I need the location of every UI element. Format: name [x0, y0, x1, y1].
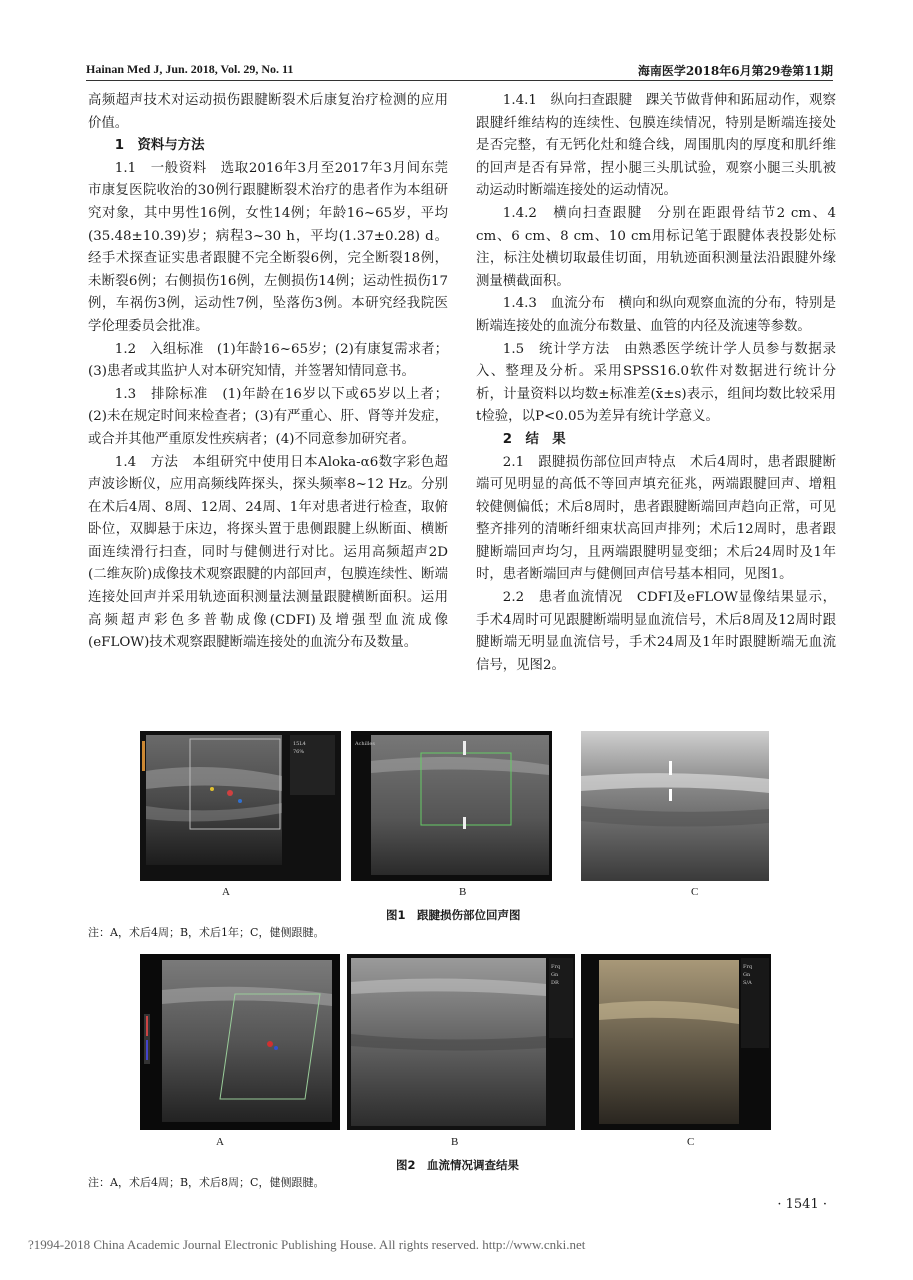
svg-text:Gn: Gn	[743, 972, 751, 978]
svg-text:15L4: 15L4	[293, 741, 306, 747]
figure1-note: 注：A，术后4周；B，术后1年；C，健侧跟腱。	[88, 926, 325, 939]
svg-text:Frq: Frq	[743, 964, 753, 970]
figure1-label-a: A	[222, 886, 230, 898]
svg-text:Frq: Frq	[551, 964, 561, 970]
figure1-panel-c	[581, 731, 769, 881]
paragraph: 1.4 方法 本组研究中使用日本Aloka-α6数字彩色超声波诊断仪，应用高频线阵探头，探头频率8~12 Hz。分别在术后4周、8周、12周、24周、1年对患者进行检查，取俯卧位，双脚悬于床边，将探头置于患侧跟腱上纵断面、横断面连续滑行扫查，同时与健侧进行对比。运用高频超声2D (二维灰阶)成像技术观察跟腱的内部回声，包膜连续性、断端连接处回声并采用轨迹面积测量法测量跟腱横断面积。运用高频超声彩色多普勒成像(CDFI)及增强型血流成像(eFLOW)技术观察跟腱断端连接处的血流分布及数量。	[88, 454, 448, 651]
paragraph: 1.3 排除标准 (1)年龄在16岁以下或65岁以上者；(2)未在规定时间来检查者；(3)有严重心、肝、肾等并发症，或合并其他严重原发性疾病者；(4)不同意参加研究者。	[88, 386, 448, 447]
running-header	[86, 62, 833, 78]
figure1-label-c: C	[691, 886, 699, 898]
left-column	[88, 90, 448, 655]
figure1-panel-a	[140, 731, 341, 881]
figure1-panel-b	[351, 731, 552, 881]
header-journal-en: Hainan Med J, Jun. 2018, Vol. 29, No. 11	[86, 62, 294, 76]
figure2-note: 注：A，术后4周；B，术后8周；C，健侧跟腱。	[88, 1176, 325, 1189]
page-number: · 1541 ·	[777, 1197, 827, 1212]
paragraph: 1.5 统计学方法 由熟悉医学统计学人员参与数据录入、整理及分析。采用SPSS16.0软件对数据进行统计分析，计量资料以均数±标准差(x̄±s)表示，组间均数比较采用t检验，以P<0.05为差异有统计学意义。	[476, 341, 836, 425]
figure2-panel-b	[347, 954, 575, 1130]
paragraph: 1.4.3 血流分布 横向和纵向观察血流的分布，特别是断端连接处的血流分布数量、血管的内径及流速等参数。	[476, 296, 836, 334]
figure2-label-b: B	[451, 1136, 459, 1148]
paragraph: 2.2 患者血流情况 CDFI及eFLOW显像结果显示，手术4周时可见跟腱断端明显血流信号，术后8周及12周时跟腱断端无明显血流信号，手术24周及1年时跟腱断端无血流信号，见图2。	[476, 590, 836, 673]
figure2-panel-c	[581, 954, 771, 1130]
right-column	[476, 90, 836, 677]
header-journal-cn: 海南医学2018年6月第29卷第11期	[637, 64, 833, 78]
paragraph: 高频超声技术对运动损伤跟腱断裂术后康复治疗检测的应用价值。	[88, 93, 448, 131]
svg-text:76%: 76%	[293, 749, 305, 755]
copyright-footer: ?1994-2018 China Academic Journal Electronic Publishing House. All rights reserved. http://www.cnki.net	[28, 1237, 586, 1252]
paragraph: 1.4.2 横向扫查跟腱 分别在距跟骨结节2 cm、4 cm、6 cm、8 cm、10 cm用标记笔于跟腱体表投影处标注，标注处横切取最佳切面，用轨迹面积测量法沿跟腱外缘测量横截面积。	[476, 205, 836, 289]
paragraph: 2.1 跟腱损伤部位回声特点 术后4周时，患者跟腱断端可见明显的高低不等回声填充征兆，两端跟腱回声、增粗较健侧偏低；术后8周时，患者跟腱断端回声趋向正常，可见整齐排列的清晰纤细束状高回声排列；术后12周时，患者跟腱断端回声均匀，且两端跟腱明显变细；术后24周时及1年时，患者断端回声与健侧回声信号基本相同，见图1。	[476, 454, 836, 583]
figure2-label-c: C	[687, 1136, 695, 1148]
paragraph: 1.4.1 纵向扫查跟腱 踝关节做背伸和跖屈动作，观察跟腱纤维结构的连续性、包膜连续情况，特别是断端连接处是否完整，有无钙化灶和缝合线，周围肌肉的厚度和肌纤维的回声是否有异常，捏小腿三头肌试验，观察小腿三头肌被动运动时断端连接处的运动情况。	[476, 93, 836, 199]
section-heading: 1 资料与方法	[114, 138, 205, 154]
svg-text:S/A: S/A	[743, 980, 752, 986]
svg-text:DR: DR	[551, 980, 559, 986]
figure2-caption: 图2 血流情况调查结果	[396, 1158, 520, 1172]
paragraph: 1.2 入组标准 (1)年龄16~65岁；(2)有康复需求者；(3)患者或其监护人对本研究知情，并签署知情同意书。	[88, 341, 448, 380]
svg-text:Gn: Gn	[551, 972, 559, 978]
figure2-label-a: A	[216, 1136, 224, 1148]
header-rule	[86, 80, 833, 81]
paragraph: 1.1 一般资料 选取2016年3月至2017年3月间东莞市康复医院收治的30例行跟腱断裂术治疗的患者作为本组研究对象，其中男性16例，女性14例；年龄16~65岁，平均(35.48±10.39)岁；病程3~30 h，平均(1.37±0.28) d。经手术探查证实患者跟腱不完全断裂6例，完全断裂18例，未断裂6例；右侧损伤16例，左侧损伤14例；运动性损伤17例，车祸伤3例，运动性7例，坠落伤3例。本研究经我院医学伦理委员会批准。	[88, 160, 448, 334]
figure1-label-b: B	[459, 886, 467, 898]
svg-text:Achilles: Achilles	[355, 741, 375, 747]
section-heading: 2 结 果	[502, 431, 566, 447]
figure1-caption: 图1 跟腱损伤部位回声图	[386, 908, 521, 922]
figure2-panel-a	[140, 954, 340, 1130]
